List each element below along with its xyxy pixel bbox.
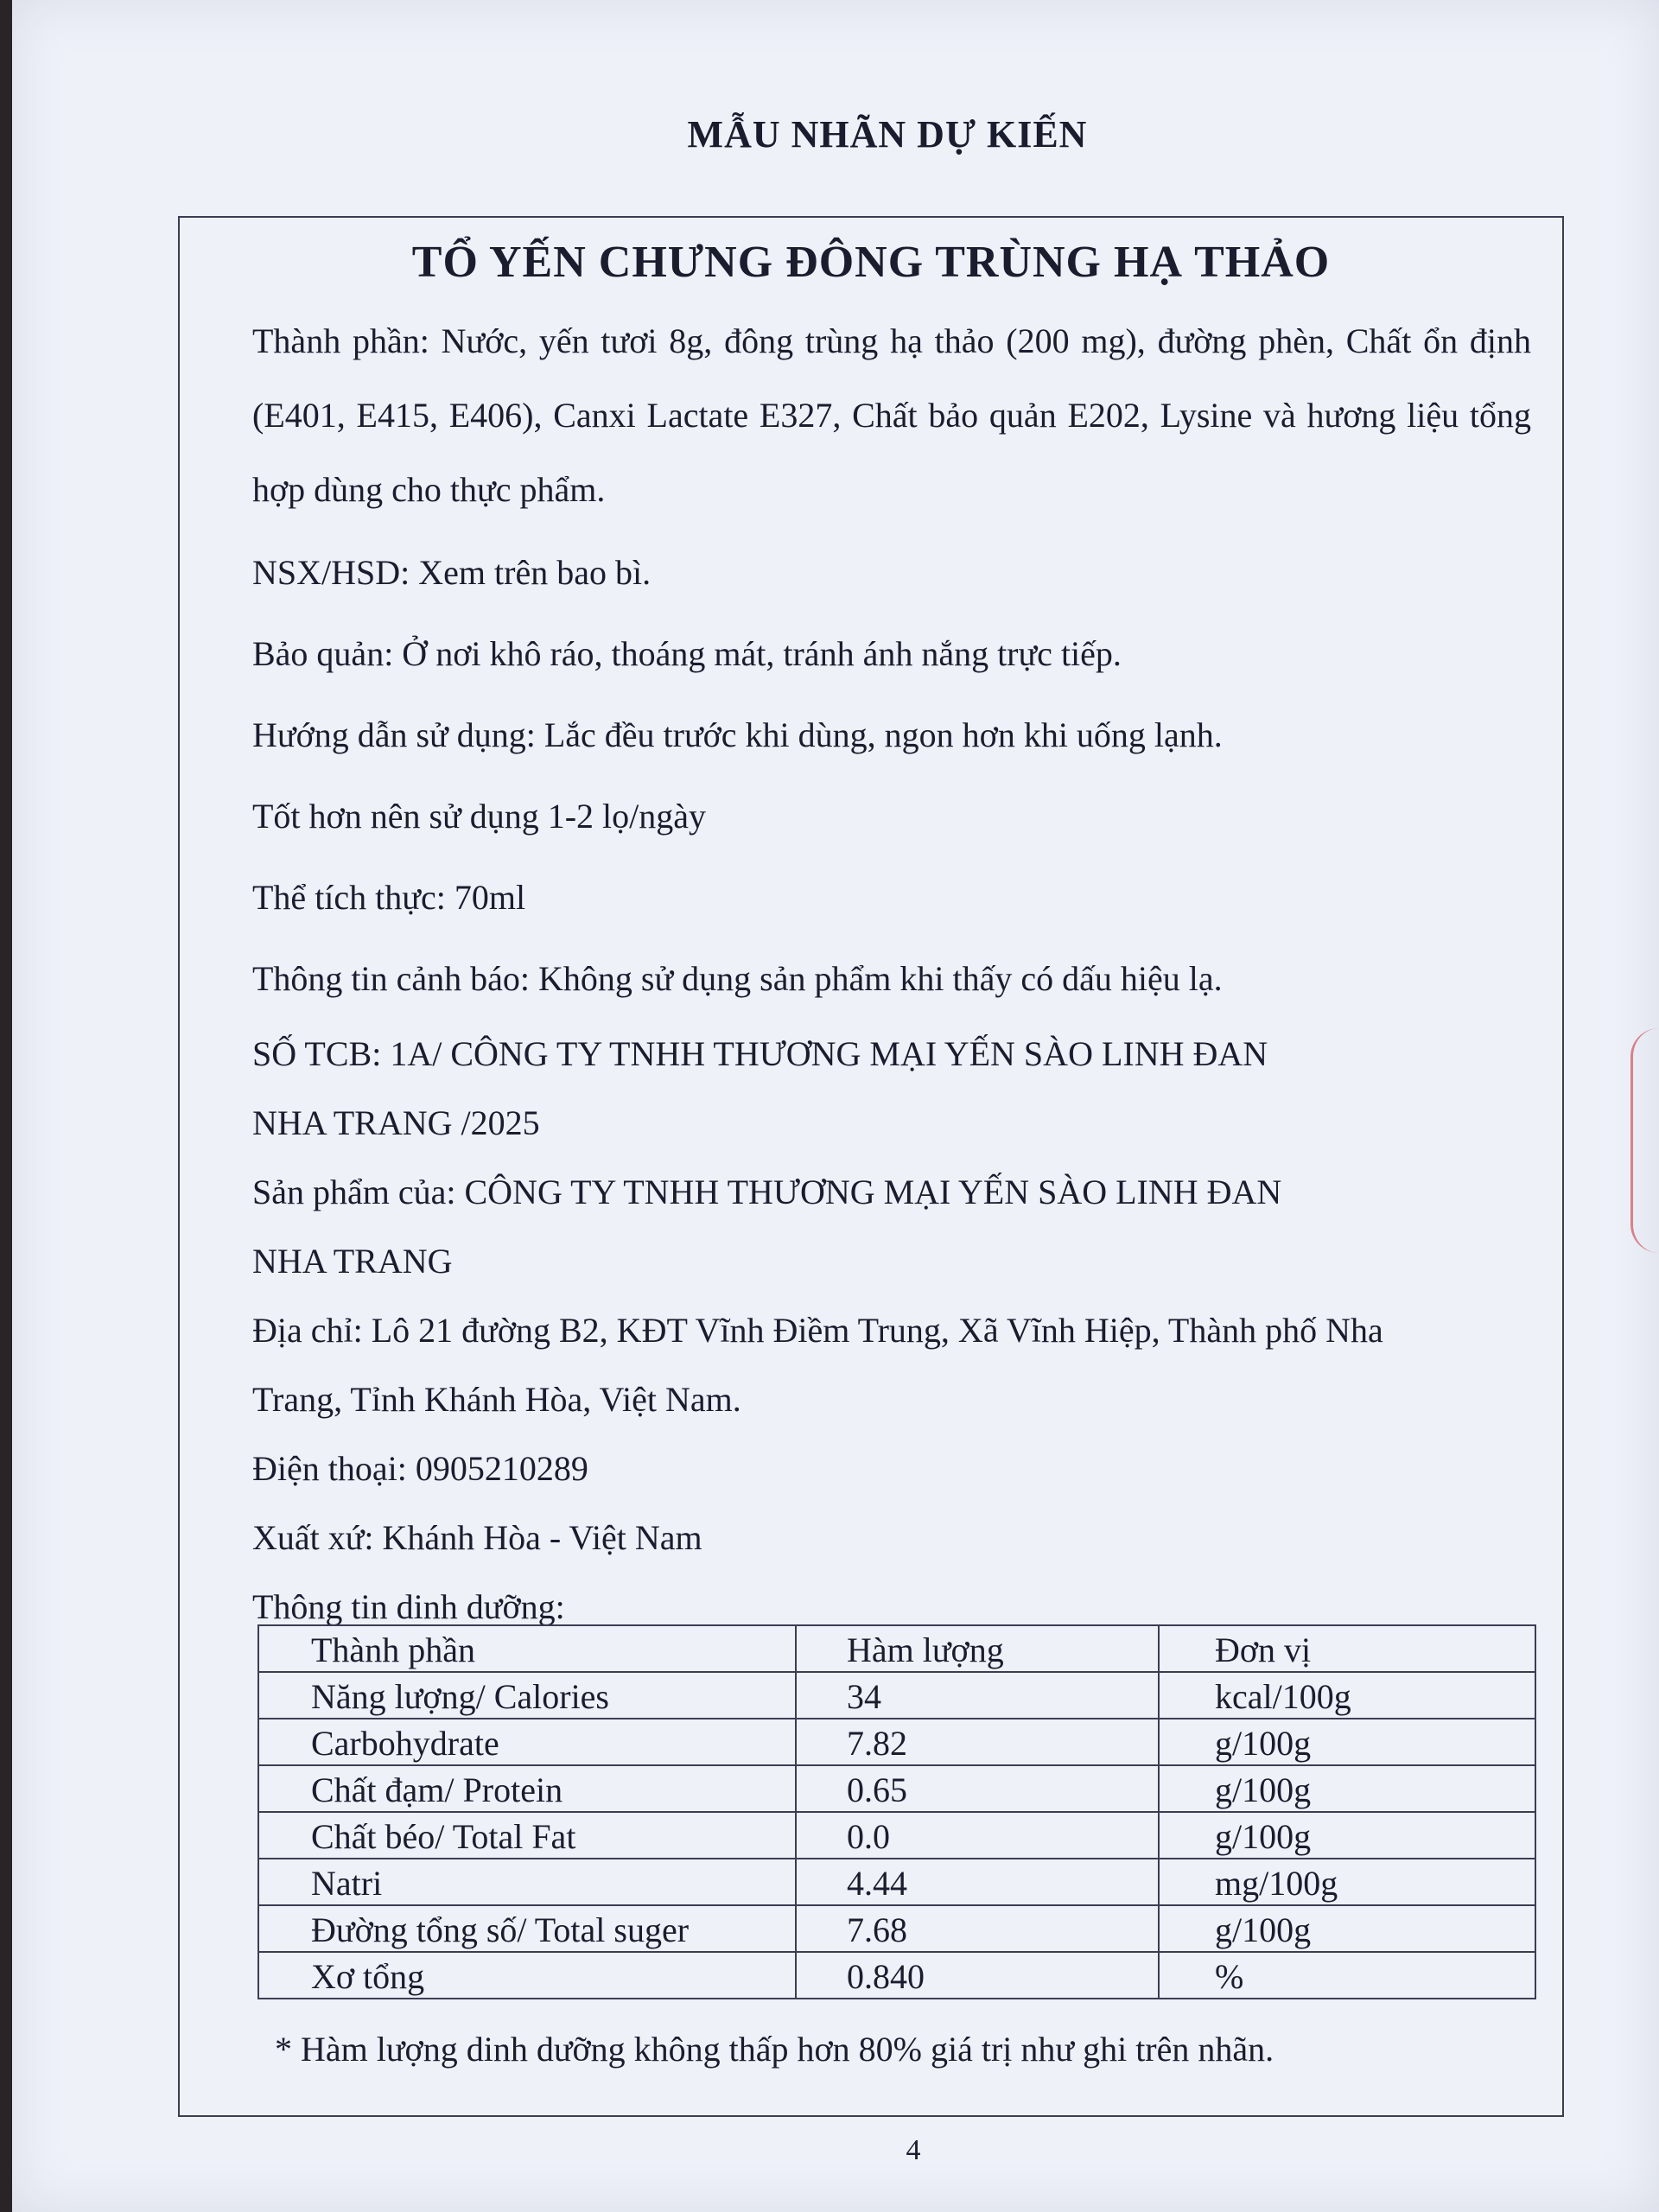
table-row [258,1905,1535,1952]
page-number: 4 [906,2134,921,2166]
row-amount: 7.68 [796,1905,1159,1952]
header-amount: Hàm lượng [796,1625,1159,1672]
address-line-2: Trang, Tỉnh Khánh Hòa, Việt Nam. [252,1380,741,1419]
table-row [258,1952,1535,1999]
header-component: Thành phần [258,1625,796,1672]
address-line-1: Địa chỉ: Lô 21 đường B2, KĐT Vĩnh Điềm Trung, Xã Vĩnh Hiệp, Thành phố Nha [252,1311,1383,1350]
tcb-line-2: NHA TRANG /2025 [252,1103,540,1142]
row-unit: mg/100g [1159,1859,1535,1905]
document-page [12,0,1659,2212]
row-unit: g/100g [1159,1905,1535,1952]
row-component: Carbohydrate [258,1719,796,1765]
nutrition-heading: Thông tin dinh dưỡng: [252,1587,565,1626]
nutrition-footnote: * Hàm lượng dinh dưỡng không thấp hơn 80% giá trị như ghi trên nhãn. [275,2030,1274,2069]
header-unit: Đơn vị [1159,1625,1535,1672]
storage-line: Bảo quản: Ở nơi khô ráo, thoáng mát, tránh ánh nắng trực tiếp. [252,634,1122,673]
row-unit: % [1159,1952,1535,1999]
stamp-edge [1630,1028,1659,1253]
row-amount: 4.44 [796,1859,1159,1905]
origin-line: Xuất xứ: Khánh Hòa - Việt Nam [252,1518,702,1557]
document-heading: MẪU NHÃN DỰ KIẾN [687,113,1088,156]
row-amount: 7.82 [796,1719,1159,1765]
product-title: TỔ YẾN CHƯNG ĐÔNG TRÙNG HẠ THẢO [411,238,1331,287]
table-header-row [258,1625,1535,1672]
warning-line: Thông tin cảnh báo: Không sử dụng sản phẩm khi thấy có dấu hiệu lạ. [252,959,1223,998]
row-amount: 0.65 [796,1765,1159,1812]
table-row [258,1765,1535,1812]
volume-line: Thể tích thực: 70ml [252,878,526,917]
row-unit: g/100g [1159,1765,1535,1812]
table-row [258,1672,1535,1719]
producer-line-2: NHA TRANG [252,1242,453,1281]
table-row [258,1859,1535,1905]
table-row [258,1719,1535,1765]
row-amount: 34 [796,1672,1159,1719]
row-amount: 0.840 [796,1952,1159,1999]
row-component: Đường tổng số/ Total suger [258,1905,796,1952]
label-box [178,216,1564,2117]
table-row [258,1812,1535,1859]
phone-line: Điện thoại: 0905210289 [252,1449,588,1488]
producer-line-1: Sản phẩm của: CÔNG TY TNHH THƯƠNG MẠI YẾN SÀO LINH ĐAN [252,1173,1282,1211]
row-amount: 0.0 [796,1812,1159,1859]
nutrition-table [257,1624,1536,1999]
dosage-line: Tốt hơn nên sử dụng 1-2 lọ/ngày [252,797,706,836]
tcb-line-1: SỐ TCB: 1A/ CÔNG TY TNHH THƯƠNG MẠI YẾN SÀO LINH ĐAN [252,1034,1268,1073]
row-component: Natri [258,1859,796,1905]
row-unit: kcal/100g [1159,1672,1535,1719]
row-unit: g/100g [1159,1812,1535,1859]
usage-line: Hướng dẫn sử dụng: Lắc đều trước khi dùng, ngon hơn khi uống lạnh. [252,715,1223,754]
row-component: Năng lượng/ Calories [258,1672,796,1719]
ingredients-text: Thành phần: Nước, yến tươi 8g, đông trùng hạ thảo (200 mg), đường phèn, Chất ổn định (E401, E415, E406), Canxi Lactate E327, Chất bảo quản E202, Lysine và hương liệu tổng hợp dùng cho thực phẩm. [252,321,1531,509]
row-unit: g/100g [1159,1719,1535,1765]
row-component: Xơ tổng [258,1952,796,1999]
nsx-hsd-line: NSX/HSD: Xem trên bao bì. [252,553,652,592]
label-content [252,304,1548,1642]
row-component: Chất đạm/ Protein [258,1765,796,1812]
row-component: Chất béo/ Total Fat [258,1812,796,1859]
